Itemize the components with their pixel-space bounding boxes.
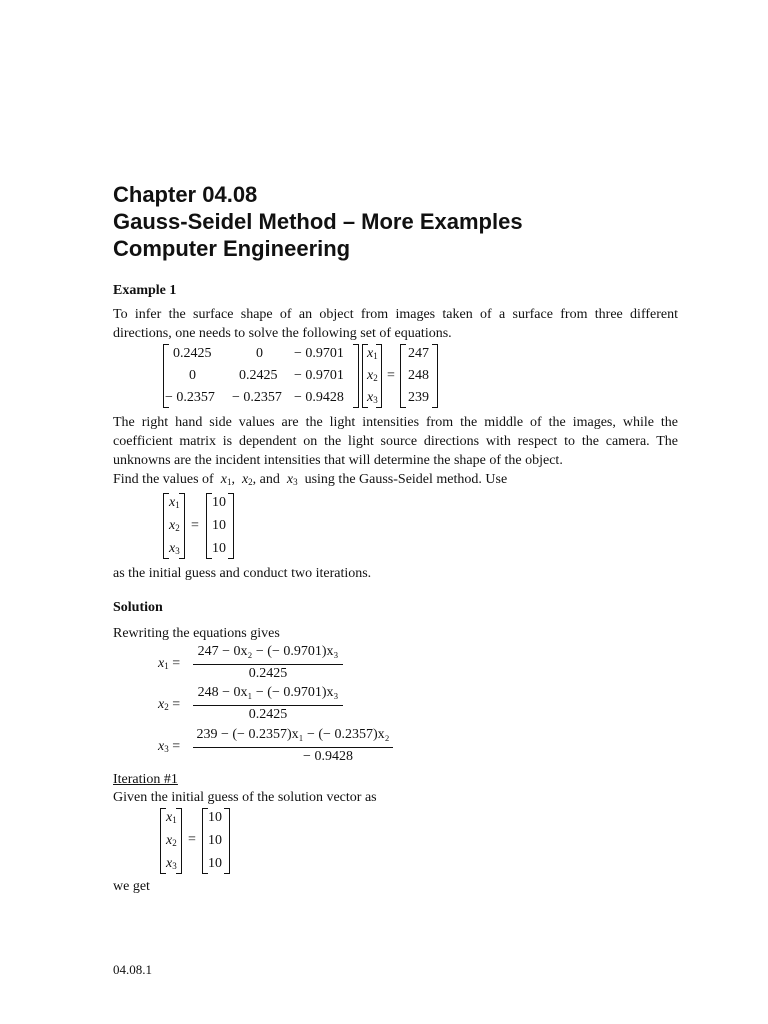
given-text: Given the initial guess of the solution vector as bbox=[113, 790, 377, 805]
document-subtitle: Computer Engineering bbox=[113, 236, 351, 261]
intro-paragraph: To infer the surface shape of an object from images taken of a surface from three different directions, one needs to solve the following set of equations. bbox=[113, 307, 678, 341]
matrix-cell: − 0.2357 bbox=[165, 390, 215, 405]
page-number: 04.08.1 bbox=[113, 962, 152, 977]
we-get-text: we get bbox=[113, 879, 150, 894]
matrix-cell: − 0.9701 bbox=[294, 346, 344, 361]
matrix-cell: − 0.9701 bbox=[294, 368, 344, 383]
matrix-cell: − 0.2357 bbox=[232, 390, 282, 405]
denominator: 0.2425 bbox=[248, 707, 288, 722]
vector-cell: $x_3$ bbox=[169, 541, 180, 556]
initial-guess-vector bbox=[206, 493, 234, 559]
vector-cell: $x_1$ bbox=[169, 495, 180, 510]
document-title: Gauss-Seidel Method – More Examples bbox=[113, 209, 523, 234]
iteration-guess-vector bbox=[202, 808, 230, 874]
matrix-cell: 0.2425 bbox=[173, 346, 212, 361]
vector-cell: 10 bbox=[208, 856, 222, 871]
rhs-vector bbox=[400, 344, 438, 408]
fraction-bar bbox=[193, 664, 343, 665]
coefficient-matrix bbox=[163, 344, 359, 408]
vector-cell: $x_2$ bbox=[166, 833, 177, 848]
vector-cell: $x_1$ bbox=[166, 810, 177, 825]
equation-lhs: $x_2$ = bbox=[158, 697, 181, 712]
equation-lhs: $x_3$ = bbox=[158, 739, 181, 754]
equals-sign: = bbox=[387, 368, 395, 383]
iteration-heading: Iteration #1 bbox=[113, 772, 178, 787]
matrix-cell: − 0.9428 bbox=[294, 390, 344, 405]
numerator: 239 − (− 0.2357)x₁ − (− 0.2357)x₂ bbox=[196, 727, 390, 742]
example-heading: Example 1 bbox=[113, 283, 177, 298]
find-values-line: Find the values of $x_1$, $x_2$, and $x_3$ using the Gauss-Seidel method. Use bbox=[113, 472, 508, 487]
equation-lhs: $x_1$ = bbox=[158, 656, 181, 671]
explanation-paragraph: The right hand side values are the light intensities from the middle of the images, while the coefficient matrix is dependent on the light source directions with respect to the camera. The unknowns are the incident intensities that will determine the shape of the object. bbox=[113, 415, 678, 468]
vector-cell: 247 bbox=[408, 346, 429, 361]
denominator: 0.2425 bbox=[248, 666, 288, 681]
vector-cell: 10 bbox=[208, 833, 222, 848]
matrix-cell: 0 bbox=[256, 346, 263, 361]
iteration-unknown-vector bbox=[160, 808, 182, 874]
guess-unknown-vector bbox=[163, 493, 185, 559]
vector-cell: $x_2$ bbox=[367, 368, 378, 383]
vector-cell: $x_2$ bbox=[169, 518, 180, 533]
fraction-bar bbox=[193, 747, 393, 748]
fraction-bar bbox=[193, 705, 343, 706]
vector-cell: $x_3$ bbox=[367, 390, 378, 405]
equals-sign: = bbox=[188, 832, 196, 847]
vector-cell: 10 bbox=[212, 518, 226, 533]
matrix-cell: 0 bbox=[189, 368, 196, 383]
equation-x2 bbox=[158, 685, 398, 723]
solution-heading: Solution bbox=[113, 600, 163, 615]
guess-text: as the initial guess and conduct two iterations. bbox=[113, 566, 372, 581]
denominator: − 0.9428 bbox=[303, 749, 353, 764]
vector-cell: $x_3$ bbox=[166, 856, 177, 871]
rewrite-text: Rewriting the equations gives bbox=[113, 626, 280, 641]
matrix-cell: 0.2425 bbox=[239, 368, 278, 383]
equals-sign: = bbox=[191, 518, 199, 533]
vector-cell: 10 bbox=[212, 541, 226, 556]
vector-cell: $x_1$ bbox=[367, 346, 378, 361]
vector-cell: 10 bbox=[208, 810, 222, 825]
equation-x3 bbox=[158, 727, 418, 765]
vector-cell: 239 bbox=[408, 390, 429, 405]
numerator: 247 − 0x₂ − (− 0.9701)x₃ bbox=[197, 644, 339, 659]
chapter-title: Chapter 04.08 bbox=[113, 182, 258, 207]
unknown-vector bbox=[362, 344, 382, 408]
vector-cell: 10 bbox=[212, 495, 226, 510]
vector-cell: 248 bbox=[408, 368, 429, 383]
equation-x1 bbox=[158, 644, 398, 682]
numerator: 248 − 0x₁ − (− 0.9701)x₃ bbox=[197, 685, 339, 700]
